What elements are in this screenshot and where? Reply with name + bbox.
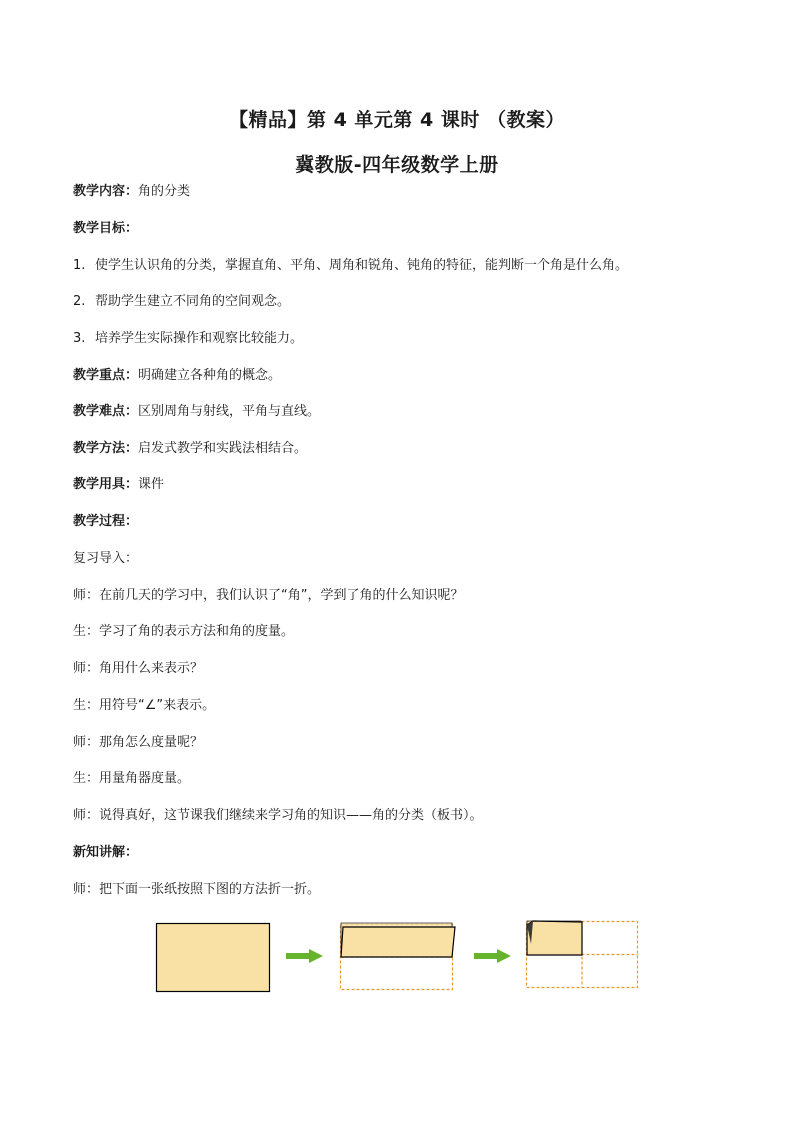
key-point-label: 教学重点： <box>73 368 139 383</box>
key-point-value: 明确建立各种角的概念。 <box>138 368 282 383</box>
teaching-goals-label: 教学目标： <box>73 221 139 236</box>
dialogue-speaker: 生： <box>73 624 100 639</box>
paper-folded-half <box>341 927 455 957</box>
paper-folded-quarter <box>527 921 582 955</box>
goal-number: 1. <box>73 258 86 273</box>
dialogue-text: 用量角器度量。 <box>99 771 191 786</box>
dialogue-speaker: 师： <box>73 661 100 676</box>
instruction-speaker: 师： <box>73 882 100 897</box>
method-label: 教学方法： <box>73 441 139 456</box>
new-knowledge-label: 新知讲解： <box>73 845 139 860</box>
document-title: 【精品】第 4 单元第 4 课时 （教案） <box>228 109 565 131</box>
dialogue-speaker: 师： <box>73 808 100 823</box>
teaching-content-label: 教学内容： <box>73 184 139 199</box>
arrow-right-icon <box>286 949 323 963</box>
arrow-right-icon <box>474 949 511 963</box>
document-subtitle: 冀教版-四年级数学上册 <box>295 154 499 176</box>
dialogue-text: 说得真好，这节课我们继续来学习角的知识——角的分类（板书）。 <box>99 808 483 823</box>
goal-number: 3. <box>73 331 86 346</box>
goal-text: 帮助学生建立不同角的空间观念。 <box>95 294 291 309</box>
teaching-content-value: 角的分类 <box>138 184 191 199</box>
dialogue-speaker: 生： <box>73 771 100 786</box>
paper-sheet <box>157 924 270 992</box>
dialogue-text: 用符号“∠”来表示。 <box>99 698 216 713</box>
dialogue-speaker: 师： <box>73 588 100 603</box>
process-label: 教学过程： <box>73 514 139 529</box>
dialogue-text: 那角怎么度量呢？ <box>99 735 204 750</box>
tools-value: 课件 <box>138 477 165 492</box>
dialogue-text: 在前几天的学习中，我们认识了“角”，学到了角的什么知识呢？ <box>99 588 464 603</box>
dialogue-speaker: 生： <box>73 698 100 713</box>
dialogue-text: 学习了角的表示方法和角的度量。 <box>99 624 295 639</box>
dialogue-speaker: 师： <box>73 735 100 750</box>
tools-label: 教学用具： <box>73 477 139 492</box>
review-label: 复习导入： <box>73 551 139 566</box>
goal-text: 培养学生实际操作和观察比较能力。 <box>95 331 304 346</box>
dialogue-text: 角用什么来表示？ <box>99 661 204 676</box>
goal-text: 使学生认识角的分类，掌握直角、平角、周角和锐角、钝角的特征，能判断一个角是什么角。 <box>95 258 629 273</box>
instruction-text: 把下面一张纸按照下图的方法折一折。 <box>99 882 321 897</box>
goal-number: 2. <box>73 294 86 309</box>
difficulty-value: 区别周角与射线，平角与直线。 <box>138 404 321 419</box>
difficulty-label: 教学难点： <box>73 404 139 419</box>
method-value: 启发式教学和实践法相结合。 <box>138 441 308 456</box>
